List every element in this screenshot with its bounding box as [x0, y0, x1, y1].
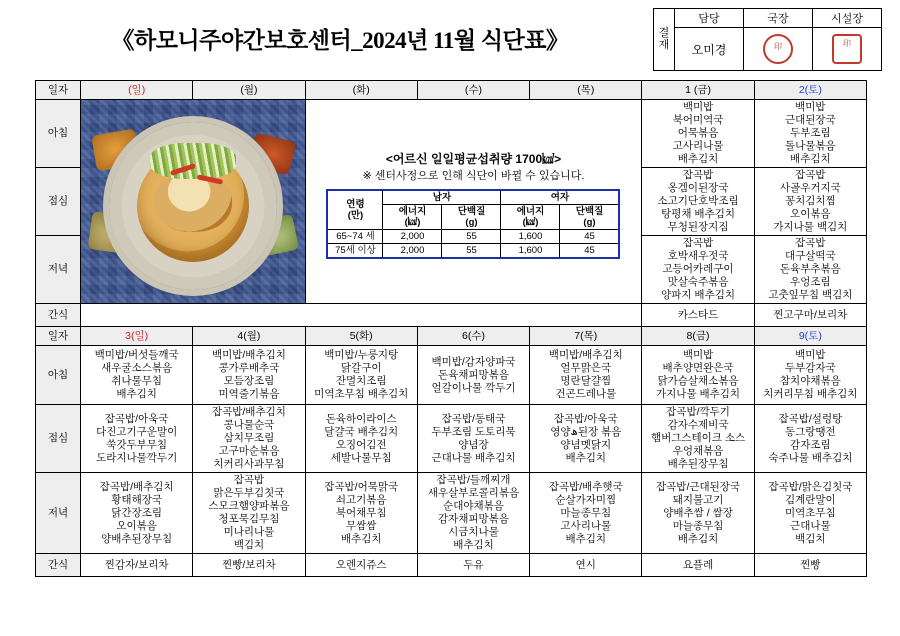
notice-block [305, 100, 642, 304]
nutrition-row [327, 243, 619, 258]
nutrition-energy-text: 에너지 [398, 205, 427, 217]
week1-day-4: (목) [530, 81, 642, 100]
food-photo [81, 100, 306, 304]
approval-col-director: 국장 [744, 9, 813, 28]
nutrition-table [326, 189, 620, 259]
nutrition-col-female-protein [560, 204, 620, 229]
week2-breakfast-0: 백미밥/버섯들깨국 새우굴소스볶음 취나물무침 배추김치 [81, 346, 193, 405]
approval-side-label: 결 재 [654, 9, 675, 71]
approval-sign-facility-head [813, 28, 882, 71]
week2-breakfast-3: 백미밥/감자양파국 돈육채피망볶음 얼갈이나물 깍두기 [417, 346, 529, 405]
week1-lunch-fri: 잡곡밥 옹겜이된장국 소고기단호박조림 탕평채 배추김치 무청된장지짐 [642, 168, 754, 236]
week1-snack-fri: 카스타드 [642, 304, 754, 327]
nutrition-m-energy-0: 2,000 [383, 229, 442, 243]
week1-dinner-sat: 잡곡밥 대구살떡국 돈육부추볶음 우엉조림 고춧잎무침 백김치 [754, 236, 866, 304]
approval-sign-director [744, 28, 813, 71]
nutrition-protein-unit: (g) [583, 216, 596, 228]
nutrition-col-male-protein [442, 204, 501, 229]
week1-day-6: 2(토) [754, 81, 866, 100]
nutrition-age-1: 75세 이상 [327, 243, 383, 258]
week2-lunch-1: 잡곡밥/배추김치 콩나물순국 삼치무조림 고구마순볶음 치커리사과무침 [193, 405, 305, 473]
approval-sign-manager [675, 28, 744, 71]
nutrition-group-header [327, 190, 619, 205]
approval-box [653, 8, 882, 71]
nutrition-f-protein-0: 45 [560, 229, 620, 243]
week2-day-4: 7(목) [530, 327, 642, 346]
row-label-dinner: 저녁 [36, 236, 81, 304]
nutrition-group-female: 여자 [501, 190, 620, 205]
week2-breakfast-row [36, 346, 867, 405]
week2-dinner-2: 잡곡밥/어묵맑국 쇠고기볶음 북어채무침 무쌈쌈 배추김치 [305, 473, 417, 554]
nutrition-f-energy-0: 1,600 [501, 229, 560, 243]
week1-day-1: (월) [193, 81, 305, 100]
menu-change-note: ※ 센터사정으로 인해 식단이 바뀔 수 있습니다. [362, 169, 585, 182]
nutrition-energy-unit: (㎉) [522, 216, 539, 228]
week2-dinner-row [36, 473, 867, 554]
week2-breakfast-2: 백미밥/누룽지탕 닭갈구이 잔멸치조림 미역초무침 배추김치 [305, 346, 417, 405]
approval-signature-text: 오미경 [691, 42, 727, 57]
nutrition-row [327, 229, 619, 243]
week2-lunch-5: 잡곡밥/깍두기 감자수제비국 햄버그스테이크 소스 우엉채볶음 배추된장무침 [642, 405, 754, 473]
nutrition-col-female-energy [501, 204, 560, 229]
week2-breakfast-1: 백미밥/배추김치 콩가루배추국 모듬장조림 미역줄기볶음 [193, 346, 305, 405]
week2-day-0: 3(일) [81, 327, 193, 346]
nutrition-col-age [327, 190, 383, 230]
week2-snack-2: 오렌지쥬스 [305, 554, 417, 577]
nutrition-protein-text: 단백질 [575, 205, 604, 217]
nutrition-protein-text: 단백질 [457, 205, 486, 217]
week2-snack-1: 찐빵/보리차 [193, 554, 305, 577]
week2-day-3: 6(수) [417, 327, 529, 346]
nutrition-energy-unit: (㎉) [404, 216, 421, 228]
week2-dinner-1: 잡곡밥 맑은두부김칫국 스모크햄양파볶음 청포묵김무침 미나리나물 백김치 [193, 473, 305, 554]
week2-breakfast-6: 백미밥 두부감자국 참치야채볶음 치커리무침 배추김치 [754, 346, 866, 405]
week1-header-row [36, 81, 867, 100]
week2-snack-5: 요플레 [642, 554, 754, 577]
week2-dinner-0: 잡곡밥/배추김치 황태해장국 닭간장조림 오이볶음 양배추된장무침 [81, 473, 193, 554]
nutrition-m-protein-1: 55 [442, 243, 501, 258]
page-title: 《하모니주야간보호센터_2024년 11월 식단표》 [111, 28, 569, 53]
nutrition-f-protein-1: 45 [560, 243, 620, 258]
week1-snack-row [36, 304, 867, 327]
week2-dinner-4: 잡곡밥/배추햇국 순살가자미찜 마늘종무침 고사리나물 배추김치 [530, 473, 642, 554]
stamp-icon: 印 [832, 34, 862, 64]
week1-day-5: 1 (금) [642, 81, 754, 100]
approval-col-facility-head: 시설장 [813, 9, 882, 28]
week2-lunch-0: 잡곡밥/아욱국 다진고기구운말이 쑥갓두부무침 도라지나물깍두기 [81, 405, 193, 473]
nutrition-energy-text: 에너지 [516, 205, 545, 217]
week1-breakfast-sat: 백미밥 근대된장국 두부조림 돌나물볶음 배추김치 [754, 100, 866, 168]
week2-lunch-row [36, 405, 867, 473]
week2-breakfast-4: 백미밥/배추김치 얼무맑은국 명란달걀찜 건곤드레나물 [530, 346, 642, 405]
avg-intake-note: <어르신 일일평균섭취량 1700㎉> [385, 151, 562, 166]
week2-snack-3: 두유 [417, 554, 529, 577]
row-label-snack: 간식 [36, 304, 81, 327]
week2-snack-row [36, 554, 867, 577]
menu-table [35, 80, 867, 577]
week2-header-row [36, 327, 867, 346]
nutrition-f-energy-1: 1,600 [501, 243, 560, 258]
week2-snack-4: 연시 [530, 554, 642, 577]
food-photo-inner [81, 100, 305, 303]
week1-dinner-fri: 잡곡밥 호박새우젓국 고등어카레구이 맛살숙주볶음 양파지 배추김치 [642, 236, 754, 304]
week2-day-1: 4(월) [193, 327, 305, 346]
nutrition-col-age-sub: (만) [347, 209, 364, 221]
week1-day-2: (화) [305, 81, 417, 100]
row-label-snack-2: 간식 [36, 554, 81, 577]
week1-snack-empty [81, 304, 642, 327]
week2-breakfast-5: 백미밥 배추양면완은국 닭가슴살채소볶음 가지나물 배추김치 [642, 346, 754, 405]
week2-lunch-6: 잡곡밥/설렁탕 동그랑땡전 감자조림 숙주나물 배추김치 [754, 405, 866, 473]
week2-lunch-3: 잡곡밥/동태국 두부조림 도토리묵 양념장 근대나물 배추김치 [417, 405, 529, 473]
nutrition-age-0: 65~74 세 [327, 229, 383, 243]
week1-breakfast-fri: 백미밥 북어미역국 어묵볶음 고사리나물 배추김치 [642, 100, 754, 168]
week2-day-2: 5(화) [305, 327, 417, 346]
week1-breakfast-row [36, 100, 867, 168]
week1-snack-sat: 찐고구마/보리차 [754, 304, 866, 327]
header-date-label: 일자 [36, 81, 81, 100]
week2-day-6: 9(토) [754, 327, 866, 346]
week2-snack-6: 찐빵 [754, 554, 866, 577]
nutrition-protein-unit: (g) [465, 216, 478, 228]
week2-day-5: 8(금) [642, 327, 754, 346]
row-label-lunch-2: 점심 [36, 405, 81, 473]
week2-snack-0: 찐감자/보리차 [81, 554, 193, 577]
row-label-lunch: 점심 [36, 168, 81, 236]
nutrition-m-protein-0: 55 [442, 229, 501, 243]
header-date-label-2: 일자 [36, 327, 81, 346]
garnish-greens [150, 143, 236, 179]
week2-dinner-6: 잡곡밥/맑은김칫국 김계란말이 미역초무침 근대나물 백김치 [754, 473, 866, 554]
stamp-icon: 印 [763, 34, 793, 64]
week2-lunch-2: 돈육하이라이스 달걀국 배추김치 오징어김전 세발나물무침 [305, 405, 417, 473]
week1-day-0: (일) [81, 81, 193, 100]
nutrition-group-male: 남자 [383, 190, 501, 205]
week2-lunch-4: 잡곡밥/아욱국 영양ھ된장 볶음 양념멧닭지 배추김치 [530, 405, 642, 473]
week2-dinner-3: 잡곡밥/들깨찌개 새우살부로콜리볶음 순대야채볶음 감자채피망볶음 시금치나물 배추김치 [417, 473, 529, 554]
week2-dinner-5: 잡곡밥/근대된장국 돼지불고기 양배추쌈 / 쌈장 마늘종무침 배추김치 [642, 473, 754, 554]
week1-lunch-sat: 잡곡밥 사골우거지국 꽁치김치찜 오이볶음 가지나물 백김치 [754, 168, 866, 236]
approval-col-manager: 담당 [675, 9, 744, 28]
row-label-breakfast-2: 아침 [36, 346, 81, 405]
row-label-breakfast: 아침 [36, 100, 81, 168]
week1-day-3: (수) [417, 81, 529, 100]
nutrition-m-energy-1: 2,000 [383, 243, 442, 258]
nutrition-col-male-energy [383, 204, 442, 229]
nutrition-col-age-text: 연령 [346, 198, 365, 210]
row-label-dinner-2: 저녁 [36, 473, 81, 554]
